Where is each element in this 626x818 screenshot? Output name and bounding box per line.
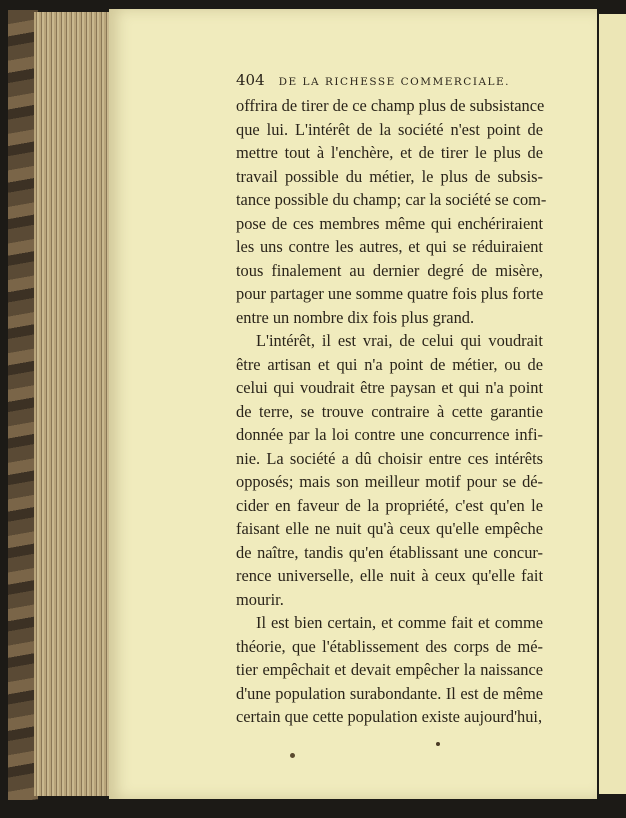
book-page [109, 9, 597, 799]
text-line: de terre, se trouve contraire à cette garantie [236, 401, 543, 421]
text-line: tier empêchait et devait empêcher la naissance [236, 660, 543, 679]
running-header [236, 71, 546, 89]
text-line: L'intérêt, il est vrai, de celui qui voudrait [256, 331, 543, 350]
text-line: de naître, tandis qu'en établissant une concur- [236, 542, 543, 562]
body-text [236, 94, 547, 729]
text-line: entre un nombre dix fois plus grand. [236, 307, 475, 327]
text-line: les uns contre les autres, et qui se réduiraient [236, 237, 543, 256]
text-line: Il est bien certain, et comme fait et comme [256, 613, 543, 632]
text-line: rence universelle, elle nuit à ceux qu'elle fait [236, 566, 543, 585]
text-line: offrira de tirer de ce champ plus de subsistance [236, 96, 545, 115]
text-line: nie. La société a dû choisir entre ces intérêts [236, 448, 543, 468]
text-line: faisant elle ne nuit qu'à ceux qu'elle empêche [236, 519, 543, 538]
text-line: opposés; mais son meilleur motif pour se dé- [236, 472, 543, 491]
text-line: tous finalement au dernier degré de misère, [236, 260, 543, 280]
text-line: certain que cette population existe aujourd'hui, [236, 707, 543, 726]
text-line: mettre tout à l'enchère, et de tirer le plus de [236, 143, 543, 162]
text-line: pour partager une somme quatre fois plus forte [236, 284, 544, 303]
running-title: DE LA RICHESSE COMMERCIALE. [278, 76, 511, 88]
page-number: 404 [236, 71, 265, 89]
text-line: être artisan et qui n'a point de métier, ou de [236, 354, 543, 374]
text-line: théorie, que l'établissement des corps de mé- [236, 636, 543, 656]
text-line: celui qui voudrait être paysan et qui n'a point [236, 378, 543, 397]
text-line: tance possible du champ; car la société se com- [236, 190, 547, 209]
text-line: que lui. L'intérêt de la société n'est point de [236, 119, 543, 139]
text-line: d'une population surabondante. Il est de même [236, 683, 543, 703]
text-line: pose de ces membres même qui enchériraient [236, 213, 543, 233]
text-line: donnée par la loi contre une concurrence infi- [236, 425, 543, 444]
text-line: travail possible du métier, le plus de subsis- [236, 166, 543, 186]
page-fore-edge [34, 12, 111, 796]
text-line: mourir. [236, 589, 284, 609]
text-line: cider en faveur de la propriété, c'est qu'en le [236, 495, 543, 515]
facing-page-edge [599, 14, 626, 794]
